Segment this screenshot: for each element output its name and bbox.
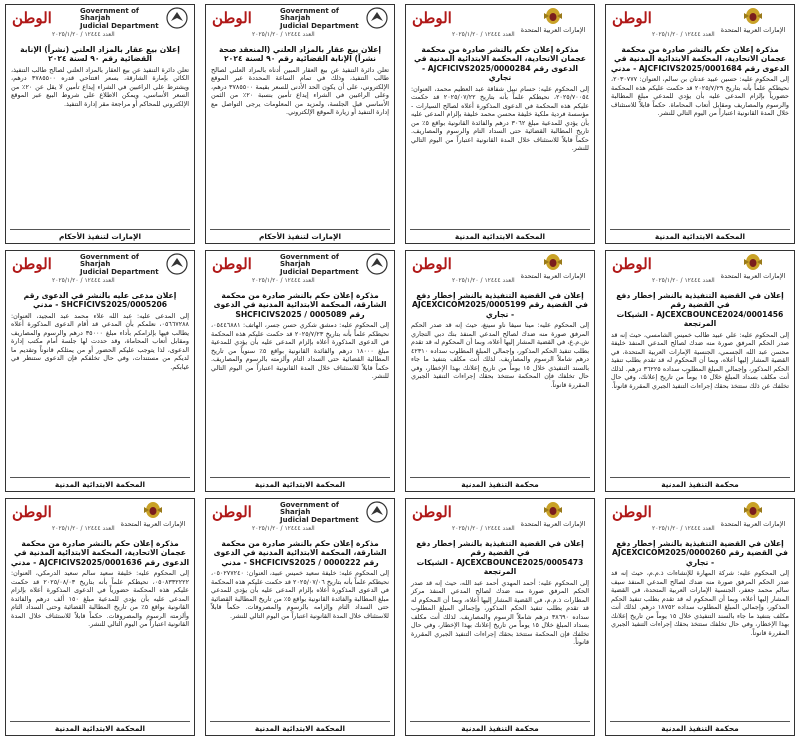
uae-emblem-icon (516, 7, 590, 27)
issuing-court: المحكمة الابتدائية المدنية (654, 232, 746, 241)
legal-notice (605, 4, 795, 244)
masthead-logo: الوطن (412, 503, 452, 521)
issuing-court: الإمارات لتنفيذ الأحكام (258, 232, 341, 241)
notice-body: إلى المحكوم عليه: مينا سيفا ناو سينغ، حيث إنه قد صدر الحكم المرفق صورة منه ضدك لصالح المدعي المنفذ بنك دبي التجاري ش.م.ع، في القضية المشار إليها أعلاه، وبما أن المحكوم له قد تقدم بطلب تنفيذ الحكم المذكور، وإجمالي المبلغ المطلوب سداده ٤٢٣١٠ درهم شاملاً الرسوم والمصاريف. لذلك أنت مكلف بتنفيذ ما جاء بالسند التنفيذي خلال ١٥ يوماً من تاريخ إعلانك بهذا الإخطار، وفي حال تخلفك فإن المحكمة ستتخذ بحقك إجراءات التنفيذ الجبري المقررة قانوناً. (411, 321, 589, 389)
uae-emblem-icon (516, 501, 590, 521)
notice-body: إلى المحكوم عليه: أحمد المهدي أحمد عبد الله، حيث إنه قد صدر الحكم المرفق صورة منه ضدك لصالح المدعي المنفذ مركز المطارات ذ.م.م، في القضية المشار إليها أعلاه، وبما أن المحكوم له قد تقدم بطلب تنفيذ الحكم المذكور، وإجمالي المبلغ المطلوب سداده ٣٨٦٩٠ درهم شاملاً الرسوم والمصاريف. لذلك أنت مكلف بسداد المبلغ خلال ١٥ يوماً من تاريخ إعلانك بهذا الإخطار، وفي حال تخلفك فإن المحكمة ستتخذ بحقك إجراءات التنفيذ الجبري المقررة قانوناً. (411, 578, 590, 647)
issue-date: العدد ١٢٤٤٤ / ٢٠٢٥/١/٢٠ (652, 31, 715, 38)
issuing-court: المحكمة الابتدائية المدنية (254, 480, 346, 489)
notice-header (406, 499, 594, 533)
masthead-logo: الوطن (212, 9, 252, 27)
footer-divider (210, 477, 390, 478)
notice-body: إلى المحكوم عليه: دمشق شكري حسن جسر، الهاتف: ٠٥٤٤٦٨٨١، نحيطكم علماً بأنه بتاريخ ٢٠٢٥/٧/٢٣ قد حكمت عليكم هذه المحكمة في الدعوى المذكورة أعلاه بإلزام المدعى عليه بأن يؤدي للمدعية مبلغ ١٨٠٠٠ درهم والفائدة القانونية بواقع ٥٪ سنوياً من تاريخ المطالبة القضائية حتى السداد التام وألزمته بالرسوم والمصاريف. حكماً قابلاً للاستئناف خلال المدة القانونية اعتباراً من اليوم التالي للنشر. (211, 321, 390, 381)
issue-date: العدد ١٢٤٤٤ / ٢٠٢٥/١/٢٠ (52, 31, 115, 38)
uae-emblem-icon (116, 501, 190, 521)
sharjah-gov-label: Government of Sharjah (280, 252, 339, 269)
footer-divider (410, 477, 590, 478)
footer-divider (210, 721, 390, 722)
legal-notice (5, 498, 195, 736)
notice-title: إعلان مدعى عليه بالنشر في الدعوى رقم SHCFICIVS2025/0005206 - مدني (23, 291, 177, 310)
sharjah-falcon-icon (364, 7, 390, 31)
org-name: الإمارات العربية المتحدة (520, 26, 586, 35)
notice-header (206, 499, 394, 533)
issuing-court: المحكمة الابتدائية المدنية (254, 724, 346, 733)
uae-emblem-block (716, 501, 790, 529)
notice-body: إلى المحكوم عليه: شركة المهارة للإنشاءات ذ.م.م، حيث إنه قد صدر الحكم المرفق صورة منه ضدك لصالح المدعي المنفذ سيف سالم محمد جعفر، الجنسية الإمارات العربية المتحدة، في القضية المشار إليها أعلاه، وبما أن المحكوم له قد تقدم بطلب تنفيذ الحكم المذكور، وإجمالي المبلغ المطلوب سداده ١٨٧٥٢ درهم. لذلك أنت مكلف بتنفيذ ما جاء بالسند التنفيذي خلال ١٥ يوماً من تاريخ إعلانك بهذا الإخطار، وفي حال تخلفك ستتخذ بحقك إجراءات التنفيذ الجبري المقررة قانوناً. (611, 569, 789, 637)
issuing-court: محكمة التنفيذ المدنية (461, 480, 539, 489)
sharjah-gov-label: Government of Sharjah (280, 500, 339, 517)
notice-title: إعلان في القضية التنفيذية بالنشر إخطار دفع في القضية رقم AJCEXCBOUNCE2025/0005473 - الشيكات المرتجعة (416, 539, 584, 577)
notice-title: إعلان بيع عقار بالمزاد العلني (المنعقد صحة نشراً) الإنابة القضائية رقم ٩٠ لسنة ٢٠٢٤ (218, 45, 382, 64)
sharjah-falcon-icon (164, 7, 190, 31)
notice-title: مذكرة إعلان حكم بالنشر صادرة من محكمة عجمان الاتحادية، المحكمة الابتدائية المدنية في الدعوى رقم AJCFICIVS2025/0001684 - مدني (610, 45, 790, 73)
issue-date: العدد ١٢٤٤٤ / ٢٠٢٥/١/٢٠ (252, 31, 315, 38)
masthead-logo: الوطن (212, 255, 252, 273)
issue-date: العدد ١٢٤٤٤ / ٢٠٢٥/١/٢٠ (452, 31, 515, 38)
issuing-court: محكمة التنفيذ المدنية (461, 724, 539, 733)
masthead-logo: الوطن (612, 9, 652, 27)
legal-notice (405, 498, 595, 736)
sharjah-emblem-block (280, 253, 390, 277)
footer-divider (10, 477, 190, 478)
notice-title: مذكرة إعلان حكم بالنشر صادرة من محكمة عجمان الاتحادية، المحكمة الابتدائية المدنية في الدعوى رقم AJCFICIVS2025/0000284 - تجاري (413, 45, 586, 83)
org-name: الإمارات العربية المتحدة (720, 520, 786, 529)
uae-emblem-icon (716, 7, 790, 27)
issue-date: العدد ١٢٤٤٤ / ٢٠٢٥/١/٢٠ (252, 525, 315, 532)
legal-notice (205, 498, 395, 736)
notice-title: إعلان في القضية التنفيذية بالنشر إخطار دفع في القضية رقم AJCEXCICOM2025/0000260 - تجاري (612, 539, 788, 567)
notice-body: تعلن دائرة التنفيذ عن بيع العقار المبين أدناه بالمزاد العلني لصالح طالب التنفيذ، وذلك في تمام الساعة المحددة عبر الموقع الإلكتروني، على أن يكون الحد الأدنى للسعر بقيمة ٣٧٨٥٥٠٠ درهم، وعلى الراغبين في الشراء إيداع تأمين بنسبة ٢٠٪ من الثمن الأساسي قبل الجلسة، ولمزيد من المعلومات يرجى التواصل مع إدارة التنفيذ أو زيارة الموقع الإلكتروني. (211, 65, 390, 117)
notice-header (606, 5, 794, 39)
sharjah-emblem-block (280, 7, 390, 31)
issuing-court: الإمارات لتنفيذ الأحكام (58, 232, 141, 241)
judicial-dept-label: Judicial Department (280, 516, 359, 525)
notice-header (6, 499, 194, 533)
uae-emblem-block (516, 253, 590, 281)
notice-body: إلى المحكوم عليه: خليفة سعيد خميس عبيد، العنوان: ٠٥٠٢٧٧٢٤٠، نحيطكم علماً بأنه بتاريخ ٢٠٢٥/٠٧/٠٦ قد حكمت عليكم هذه المحكمة في الدعوى المذكورة أعلاه بإلزام المدعى عليه بأن يؤدي للمدعي مبلغ المطالبة والفائدة القانونية بواقع ٥٪ من تاريخ المطالبة القضائية حتى السداد التام وإلزامه بالرسوم والمصروفات. حكماً قابلاً للاستئناف خلال المدة القانونية اعتباراً من اليوم التالي للنشر. (211, 569, 389, 620)
notice-header (406, 5, 594, 39)
notice-title: إعلان في القضية التنفيذية بالنشر إخطار دفع في القضية رقم AJCEXCICOM2025/0005199 - تجاري (412, 291, 588, 319)
notice-title: إعلان بيع عقار بالمزاد العلني (نشراً) الإنابة القضائية رقم ٩٠ لسنة ٢٠٢٤ (20, 45, 180, 64)
footer-divider (210, 229, 390, 230)
legal-notice (205, 4, 395, 244)
issue-date: العدد ١٢٤٤٤ / ٢٠٢٥/١/٢٠ (652, 277, 715, 284)
masthead-logo: الوطن (12, 503, 52, 521)
org-name: الإمارات العربية المتحدة (520, 272, 586, 281)
org-name: الإمارات العربية المتحدة (720, 26, 786, 35)
issuing-court: المحكمة الابتدائية المدنية (54, 480, 146, 489)
masthead-logo: الوطن (212, 503, 252, 521)
legal-notice (205, 250, 395, 492)
notice-title: مذكرة إعلان حكم بالنشر صادرة من محكمة الشارقة، المحكمة الابتدائية المدنية في الدعوى رقم SHCFICIVS2025 / 0005089 (213, 291, 387, 319)
judicial-dept-label: Judicial Department (280, 268, 359, 277)
judicial-dept-label: Judicial Department (80, 22, 159, 31)
org-name: الإمارات العربية المتحدة (120, 520, 186, 529)
uae-emblem-icon (716, 501, 790, 521)
issuing-court: محكمة التنفيذ المدنية (661, 724, 739, 733)
uae-emblem-block (716, 7, 790, 35)
issue-date: العدد ١٢٤٤٤ / ٢٠٢٥/١/٢٠ (452, 525, 515, 532)
notice-body: إلى المدعى عليه: عبد الله علاء محمد عبد المجيد، العنوان: ٠٥٦٦٧٢٨٨، نعلمكم بأن المدعي قد أقام الدعوى المذكورة أعلاه يطالب فيها بإلزامكم بأداء مبلغ ٣٥٠٠٠ درهم والرسوم والمصاريف ومقابل أتعاب المحاماة، وقد حددت لها جلسة أمام مكتب إدارة الدعوى، لذا يتوجب عليكم الحضور أو من يمثلكم قانوناً وتقديم ما لديكم من مستندات، وفي حال تخلفكم فإن الدعوى ستنظر في غيابكم. (11, 311, 189, 371)
footer-divider (410, 229, 590, 230)
footer-divider (10, 721, 190, 722)
notice-body: إلى المحكوم عليه: علي عبيد طالب خميس الشامسي، حيث إنه قد صدر الحكم المرفق صورة منه ضدك لصالح المدعي المنفذ خليفة محسن عبد الله الجسمي، الجنسية الإمارات العربية المتحدة، في القضية المشار إليها أعلاه، وبما أن المحكوم له قد تقدم بطلب تنفيذ الحكم المذكور، وإجمالي المبلغ المطلوب سداده ٣٦٢٢٥ درهم. لذلك أنت مكلف بسداد المبلغ خلال ١٥ يوماً من تاريخ إعلانك، وفي حال تخلفك عن ذلك ستتخذ بحقك إجراءات التنفيذ الجبري المقررة قانوناً. (611, 330, 789, 390)
uae-emblem-block (716, 253, 790, 281)
sharjah-falcon-icon (364, 253, 390, 277)
notice-title: مذكرة إعلان حكم بالنشر صادرة من محكمة الشارقة، المحكمة الابتدائية المدنية في الدعوى رقم SHCFICIVS2025 / 0000222 - مدني (213, 539, 387, 567)
judicial-dept-label: Judicial Department (280, 22, 359, 31)
legal-notice (605, 250, 795, 492)
org-name: الإمارات العربية المتحدة (720, 272, 786, 281)
uae-emblem-icon (516, 253, 590, 273)
org-name: الإمارات العربية المتحدة (520, 520, 586, 529)
uae-emblem-icon (716, 253, 790, 273)
footer-divider (410, 721, 590, 722)
notice-header (606, 499, 794, 533)
footer-divider (610, 229, 790, 230)
notice-title: مذكرة إعلان حكم بالنشر صادرة من محكمة عجمان الاتحادية، المحكمة الابتدائية المدنية في الدعوى رقم AJCFICIVS2025/0001636 - مدني (10, 539, 190, 567)
masthead-logo: الوطن (412, 9, 452, 27)
issue-date: العدد ١٢٤٤٤ / ٢٠٢٥/١/٢٠ (252, 277, 315, 284)
uae-emblem-block (516, 7, 590, 35)
footer-divider (610, 721, 790, 722)
notice-body: إلى المحكوم عليه: حسين عبيد عدنان بن سالم، العنوان: ٢٠٣٠٧٧٧، نحيطكم علماً بأنه بتاريخ ٢٠٢٥/٧/٢٩ قد حكمت عليكم هذه المحكمة حضورياً بإلزام المدعى عليه بأن يؤدي للمدعي مبلغ المطالبة والرسوم والمصاريف ومقابل أتعاب المحاماة. حكماً قابلاً للاستئناف خلال المدة القانونية اعتباراً من اليوم التالي للنشر. (611, 75, 789, 118)
sharjah-emblem-block (280, 501, 390, 525)
sharjah-falcon-icon (364, 501, 390, 525)
notice-header (206, 5, 394, 39)
uae-emblem-block (116, 501, 190, 529)
notice-title: إعلان في القضية التنفيذية بالنشر إخطار دفع في القضية رقم AJCEXCBOUNCE2024/0001456 - الشيكات المرتجعة (616, 291, 784, 329)
notice-header (406, 251, 594, 285)
masthead-logo: الوطن (612, 255, 652, 273)
issuing-court: المحكمة الابتدائية المدنية (54, 724, 146, 733)
issuing-court: محكمة التنفيذ المدنية (661, 480, 739, 489)
footer-divider (10, 229, 190, 230)
sharjah-emblem-block (80, 253, 190, 277)
legal-notice (405, 250, 595, 492)
sharjah-gov-label: Government of Sharjah (80, 6, 139, 23)
judicial-dept-label: Judicial Department (80, 268, 159, 277)
legal-notice (5, 4, 195, 244)
notice-body: إلى المحكوم عليه: حسام نبيل شفاقة عبد العظيم محمد، العنوان: ٢٠٢٥/٧٠٠٥٤، نحيطكم علماً بأنه بتاريخ ٢٠٢٥/٠٧/٢٢ قد حكمت عليكم هذه المحكمة في الدعوى المذكورة أعلاه لصالح السيارات - مؤسسة فردية ملكية خليفة محسن محمد خليفة بإلزام المدعى عليه بأن يؤدي للمدعية مبلغ ٣٠٦٢ درهم والفائدة القانونية بواقع ٥٪ من تاريخ المطالبة القضائية حتى السداد التام والرسوم والمصاريف. حكماً قابلاً للاستئناف خلال المدة القانونية اعتباراً من اليوم التالي للنشر. (411, 84, 590, 153)
issue-date: العدد ١٢٤٤٤ / ٢٠٢٥/١/٢٠ (52, 277, 115, 284)
notice-body: إلى المحكوم عليه: خليفة سعيد سالم سعيد الدرمكي، العنوان: ٠٥٠٨٣٣٢٢٢٢، نحيطكم علماً بأنه بتاريخ ٢٠٢٥/٠٨/٠٣ قد حكمت عليكم هذه المحكمة حضورياً في الدعوى المذكورة أعلاه بإلزام المدعى عليه بأن يؤدي للمدعية مبلغ ١٥٠ ألف درهم والفائدة القانونية بواقع ٥٪ من تاريخ المطالبة القضائية وحتى السداد التام وألزمته الرسوم والمصروفات. حكماً قابلاً للاستئناف خلال المدة القانونية اعتباراً من اليوم التالي للنشر. (11, 569, 190, 629)
sharjah-gov-label: Government of Sharjah (80, 252, 139, 269)
masthead-logo: الوطن (412, 255, 452, 273)
sharjah-emblem-block (80, 7, 190, 31)
legal-notice (405, 4, 595, 244)
notice-header (606, 251, 794, 285)
notice-header (206, 251, 394, 285)
footer-divider (610, 477, 790, 478)
issue-date: العدد ١٢٤٤٤ / ٢٠٢٥/١/٢٠ (52, 525, 115, 532)
notice-header (6, 5, 194, 39)
legal-notice (605, 498, 795, 736)
notice-header (6, 251, 194, 285)
masthead-logo: الوطن (12, 255, 52, 273)
sharjah-falcon-icon (164, 253, 190, 277)
uae-emblem-block (516, 501, 590, 529)
issue-date: العدد ١٢٤٤٤ / ٢٠٢٥/١/٢٠ (652, 525, 715, 532)
notice-body: تعلن دائرة التنفيذ عن بيع العقار بالمزاد العلني لصالح طالب التنفيذ، الكائن بإمارة الشارقة، بسعر افتتاحي قدره ٣٧٨٥٥٠٠ درهم، ويشترط على الراغبين في الشراء إيداع تأمين لا يقل عن ٢٠٪ من السعر الأساسي، ويمكن الاطلاع على شروط البيع عبر الموقع الإلكتروني للمحاكم أو مراجعة مقر إدارة التنفيذ. (11, 65, 189, 108)
issue-date: العدد ١٢٤٤٤ / ٢٠٢٥/١/٢٠ (452, 277, 515, 284)
sharjah-gov-label: Government of Sharjah (280, 6, 339, 23)
masthead-logo: الوطن (612, 503, 652, 521)
legal-notice (5, 250, 195, 492)
issuing-court: المحكمة الابتدائية المدنية (454, 232, 546, 241)
masthead-logo: الوطن (12, 9, 52, 27)
